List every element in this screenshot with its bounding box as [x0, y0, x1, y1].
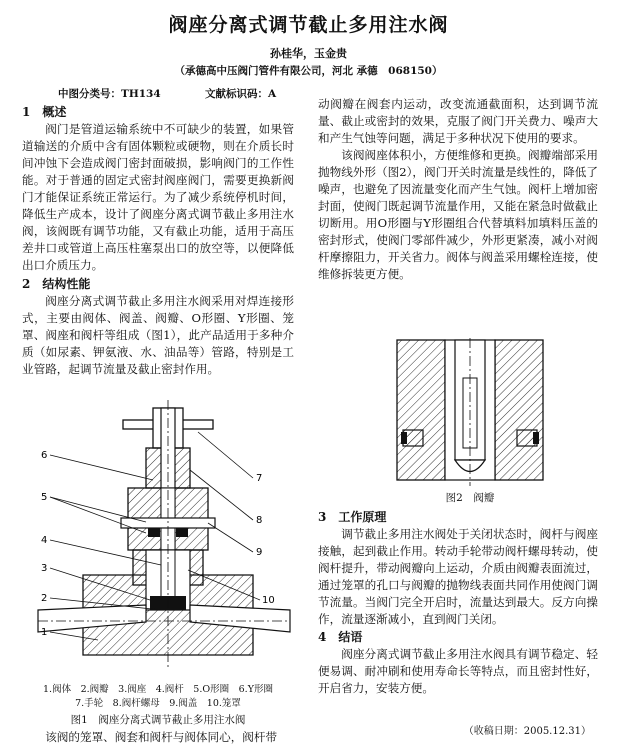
callout-10: 10	[262, 595, 275, 606]
document-code: 文献标识码：A	[205, 88, 277, 100]
section-1-paragraph: 阀门是管道运输系统中不可缺少的装置，如果管道输送的介质中含有固体颗粒或硬物，则在介质长时间冲蚀下会造成阀门密封面破损，影响阀门的工作性能。对于普通的固定式密封阀座阀门，需要更换新阀门才能保证系统正常运行。为了减少系统停机时间，降低生产成本，设计了阀座分离式调节截止多用注水阀，该阀既有调节功能，又有截止功能，适用于高压差井口或管道上高压柱塞泵出口的放空等，以便降低出口介质压力。	[22, 122, 294, 272]
callout-5: 5	[41, 492, 48, 503]
received-date: （收稿日期：2005.12.31）	[463, 726, 591, 737]
callout-8: 8	[256, 515, 263, 526]
section-4-paragraph: 阀座分离式调节截止多用注水阀具有调节稳定、轻便易调、耐冲刷和使用寿命长等特点，而且密封性好，开启省力，安装方便。	[318, 647, 598, 695]
affiliation: （承德高中压阀门管件有限公司，河北 承德 068150）	[174, 65, 443, 77]
legend-line-2: 7.手轮 8.阀杆螺母 9.阀盖 10.笼罩	[75, 698, 241, 709]
legend-line-1: 1.阀体 2.阀瓣 3.阀座 4.阀杆 5.O形圈 6.Y形圈	[43, 684, 273, 695]
callout-3: 3	[41, 563, 48, 574]
section-2-heading: 2 结构性能	[22, 277, 91, 291]
figure-2-drawing	[395, 338, 545, 486]
right-paragraph-2: 该阀阀座体积小，方便维修和更换。阀瓣端部采用抛物线外形（图2），阀门开关时流量是线性的，降低了噪声，也避免了因流量变化而产生气蚀。阀杆上增加密封面，使阀门既起调节流量作用，又能在紧急时做截止切断用。用O形圈与Y形圈组合代替填料加填料压盖的密封形式，使阀门零部件减少，外形更紧凑，减小对阀杆摩擦阻力，开关省力。阀体与阀盖采用螺栓连接，使维修拆装更方便。	[318, 148, 598, 281]
section-1-heading: 1 概述	[22, 105, 67, 119]
figure-2-caption: 图2 阀瓣	[445, 492, 495, 504]
figure-1-caption: 图1 阀座分离式调节截止多用注水阀	[70, 714, 246, 726]
right-paragraph-1: 动阀瓣在阀套内运动，改变流通截面积，达到调节流量、截止或密封的效果，克服了阀门开关费力、噪声大和产生气蚀等问题，满足于多种状况下使用的要求。	[318, 97, 598, 145]
callout-4: 4	[41, 535, 48, 546]
section-4-heading: 4 结语	[318, 630, 363, 644]
section-2-paragraph: 阀座分离式调节截止多用注水阀采用对焊连接形式，主要由阀体、阀盖、阀瓣、O形圈、Y形圈、笼罩、阀座和阀杆等组成（图1），此产品适用于多种介质（如尿素、钾氨液、水、油品等）管路，特别是工业管路，起调节流量及截止密封作用。	[22, 294, 294, 376]
left-column-bottom	[22, 729, 294, 746]
figure-1-legend	[22, 683, 294, 711]
section-3-paragraph: 调节截止多用注水阀处于关闭状态时，阀杆与阀座接触，起到截止作用。转动手轮带动阀杆螺母转动，使阀杆提升，带动阀瓣向上运动，介质由阀瓣表面流过，通过笼罩的孔口与阀瓣的抛物线表面共同作用使阀门调节流量。当阀门完全开启时，流量达到最大。反方向操作，流量逐渐减小，直到阀门关闭。	[318, 527, 598, 626]
paper-title: 阀座分离式调节截止多用注水阀	[168, 14, 449, 36]
callout-2: 2	[41, 593, 48, 604]
section-2-paragraph-continued: 该阀的笼罩、阀套和阀杆与阀体同心，阀杆带	[45, 730, 278, 744]
callout-1: 1	[41, 627, 48, 638]
figure-1-drawing	[28, 400, 298, 685]
right-column-bottom	[318, 508, 598, 697]
callout-7: 7	[256, 473, 263, 484]
clc-number: 中图分类号：TH134	[58, 88, 161, 100]
callout-6: 6	[41, 450, 48, 461]
left-column-top	[22, 103, 294, 378]
right-column-top	[318, 96, 598, 283]
section-3-heading: 3 工作原理	[318, 510, 387, 524]
authors: 孙桂华，玉金贵	[270, 47, 347, 60]
callout-9: 9	[256, 547, 263, 558]
